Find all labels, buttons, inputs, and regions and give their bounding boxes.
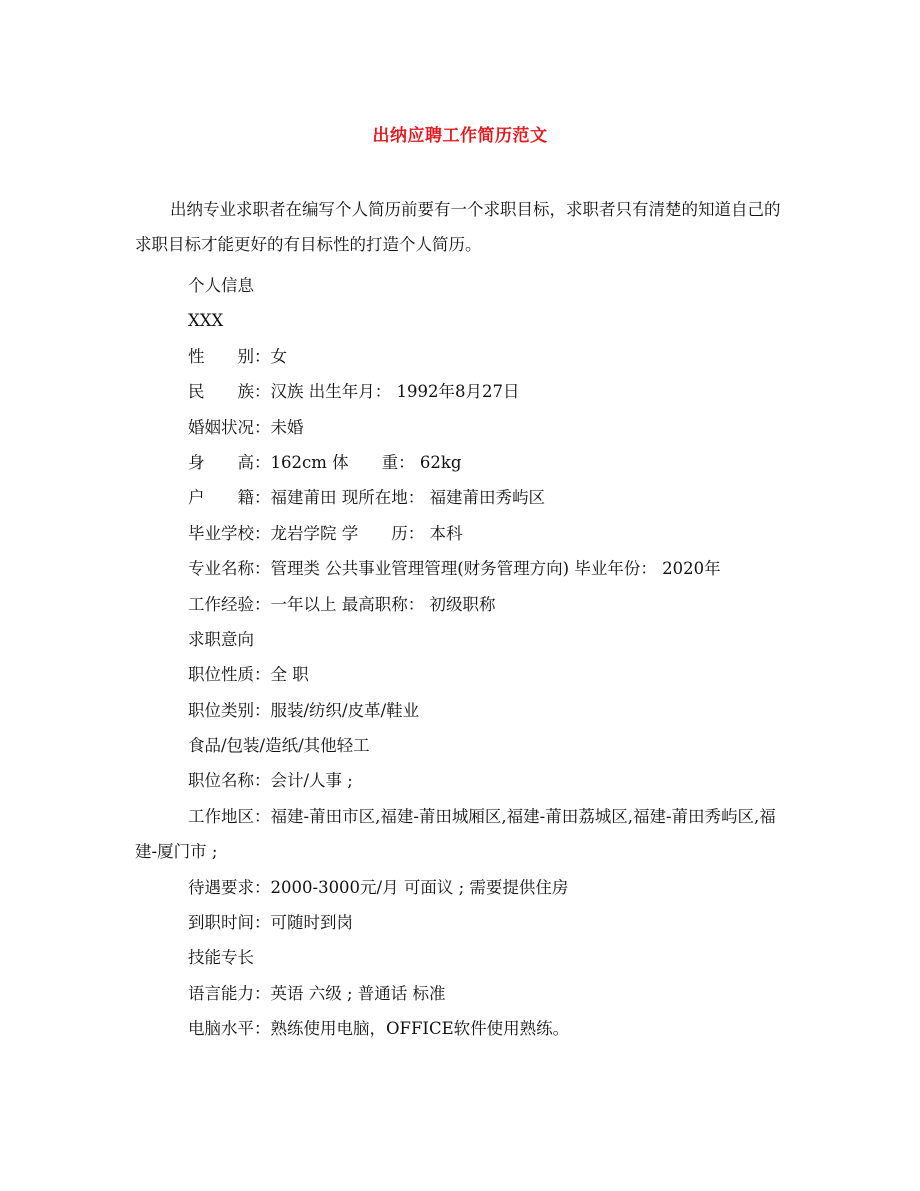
hukou-row [135,480,785,515]
gender-label: 性 别： [188,346,271,366]
height-value: 162cm 体 重： 62kg [270,452,462,472]
job-nature-row [135,657,785,692]
work-area-value: 福建-莆田市区,福建-莆田城厢区,福建-莆田荔城区,福建-莆田秀屿区,福建-厦门市 ; [135,806,776,862]
computer-value: 熟练使用电脑，OFFICE软件使用熟练。 [270,1019,570,1039]
marital-label: 婚姻状况： [188,417,271,437]
job-title-value: 会计/人事 ; [270,771,353,791]
work-area-row [135,799,785,870]
hukou-label: 户 籍： [188,488,271,508]
hukou-value: 福建莆田 现所在地： 福建莆田秀屿区 [270,488,545,508]
start-time-label: 到职时间： [188,913,271,933]
ethnicity-label: 民 族： [188,382,271,402]
major-value: 管理类 公共事业管理管理(财务管理方向) 毕业年份： 2020年 [270,559,721,579]
job-category-value: 服装/纺织/皮革/鞋业 [270,700,420,720]
start-time-value: 可随时到岗 [270,913,353,933]
job-nature-value: 全 职 [270,665,309,685]
page-title: 出纳应聘工作简历范文 [372,126,548,146]
section-job-intent: 求职意向 [188,629,254,649]
gender-row [135,339,785,374]
resume-body [135,192,785,1047]
school-label: 毕业学校： [188,523,271,543]
job-category-label: 职位类别： [188,700,271,720]
job-category-continued: 食品/包装/造纸/其他轻工 [188,736,370,756]
height-row [135,445,785,480]
intro-paragraph: 出纳专业求职者在编写个人简历前要有一个求职目标，求职者只有清楚的知道自己的求职目标才能更好的有目标性的打造个人简历。 [135,200,781,254]
major-row [135,551,785,586]
candidate-name: XXX [188,311,224,331]
marital-value: 未婚 [270,417,304,437]
job-title-row [135,763,785,798]
salary-label: 待遇要求： [188,877,271,897]
language-value: 英语 六级 ; 普通话 标准 [270,983,446,1003]
ethnicity-value: 汉族 出生年月： 1992年8月27日 [270,382,520,402]
start-time-row [135,905,785,940]
language-label: 语言能力： [188,983,271,1003]
computer-row [135,1011,785,1046]
salary-row [135,870,785,905]
gender-value: 女 [270,346,287,366]
section-skills: 技能专长 [188,948,254,968]
height-label: 身 高： [188,452,271,472]
ethnicity-row [135,374,785,409]
experience-value: 一年以上 最高职称： 初级职称 [270,594,496,614]
job-title-label: 职位名称： [188,771,271,791]
section-personal-info: 个人信息 [188,276,254,295]
language-row [135,976,785,1011]
work-area-label: 工作地区： [188,806,271,826]
experience-row [135,587,785,622]
experience-label: 工作经验： [188,594,271,614]
major-label: 专业名称： [188,559,271,579]
job-category-row [135,693,785,728]
job-nature-label: 职位性质： [188,665,271,685]
school-value: 龙岩学院 学 历： 本科 [270,523,463,543]
school-row [135,516,785,551]
marital-row [135,410,785,445]
computer-label: 电脑水平： [188,1019,271,1039]
salary-value: 2000-3000元/月 可面议 ; 需要提供住房 [270,877,569,897]
